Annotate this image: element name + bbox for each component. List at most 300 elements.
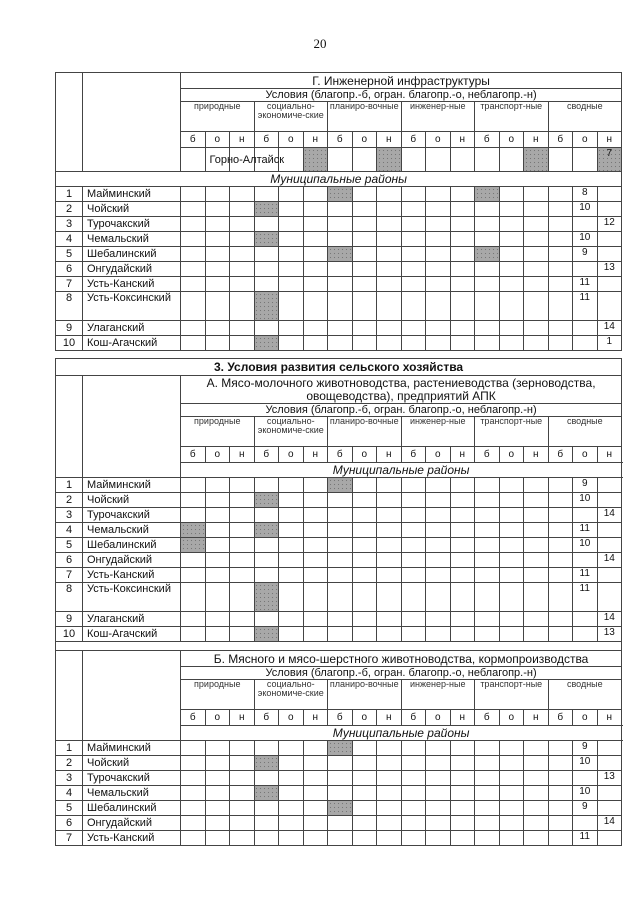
table-row xyxy=(56,232,622,247)
cell xyxy=(328,292,353,321)
cell xyxy=(450,627,475,642)
cell xyxy=(205,816,230,831)
row-number: 6 xyxy=(56,262,83,277)
district-name: Усть-Коксинский xyxy=(83,292,181,321)
district-name: Майминский xyxy=(83,478,181,493)
cell xyxy=(524,771,549,786)
cell xyxy=(303,831,328,846)
cell xyxy=(524,612,549,627)
cell xyxy=(205,583,230,612)
cell xyxy=(524,568,549,583)
cell xyxy=(181,202,206,217)
bon-header: н xyxy=(303,132,328,148)
cell xyxy=(426,741,451,756)
bon-header: о xyxy=(205,710,230,726)
cell xyxy=(573,508,598,523)
cell xyxy=(303,627,328,642)
cell xyxy=(475,612,500,627)
cell xyxy=(303,262,328,277)
bon-header: б xyxy=(254,132,279,148)
cell xyxy=(303,538,328,553)
cell xyxy=(377,831,402,846)
cell xyxy=(279,553,304,568)
cell xyxy=(181,756,206,771)
cell xyxy=(597,801,622,816)
rating-value: 10 xyxy=(573,232,598,247)
bon-header: б xyxy=(401,132,426,148)
num-header xyxy=(56,376,83,478)
cell xyxy=(181,336,206,351)
cell xyxy=(450,756,475,771)
cell xyxy=(450,493,475,508)
cell xyxy=(377,232,402,247)
category-header: планиро-вочные xyxy=(328,417,402,447)
cell xyxy=(401,612,426,627)
category-header: сводные xyxy=(548,417,622,447)
cell xyxy=(499,202,524,217)
num-header xyxy=(56,651,83,741)
cell xyxy=(181,568,206,583)
cell xyxy=(205,741,230,756)
rating-value: 9 xyxy=(573,478,598,493)
cell xyxy=(328,277,353,292)
cell xyxy=(279,508,304,523)
cell xyxy=(499,247,524,262)
rating-value: 9 xyxy=(573,741,598,756)
cell xyxy=(230,247,255,262)
cell xyxy=(548,523,573,538)
cell xyxy=(254,247,279,262)
cell xyxy=(279,771,304,786)
page-number: 20 xyxy=(313,36,327,51)
category-header: природные xyxy=(181,102,255,132)
cell xyxy=(279,277,304,292)
cell xyxy=(230,217,255,232)
cell xyxy=(230,232,255,247)
district-name: Турочакский xyxy=(83,771,181,786)
cell xyxy=(328,202,353,217)
city-num xyxy=(181,148,206,172)
table-row xyxy=(56,493,622,508)
cell xyxy=(181,771,206,786)
shaded-cell xyxy=(254,627,279,642)
bon-header: н xyxy=(230,710,255,726)
cell xyxy=(597,277,622,292)
cell xyxy=(426,627,451,642)
cell xyxy=(377,202,402,217)
cell xyxy=(499,771,524,786)
cell xyxy=(230,277,255,292)
district-name: Усть-Канский xyxy=(83,277,181,292)
rating-value: 14 xyxy=(597,612,622,627)
rating-value: 11 xyxy=(573,831,598,846)
shaded-cell xyxy=(181,523,206,538)
cell xyxy=(230,801,255,816)
cell xyxy=(524,336,549,351)
cell xyxy=(352,277,377,292)
cell xyxy=(450,786,475,801)
cell xyxy=(401,816,426,831)
row-number: 7 xyxy=(56,568,83,583)
cell xyxy=(401,508,426,523)
category-header: планиро-вочные xyxy=(328,680,402,710)
cell xyxy=(303,478,328,493)
cell xyxy=(475,508,500,523)
table-row xyxy=(56,336,622,351)
cell xyxy=(377,771,402,786)
cell xyxy=(548,756,573,771)
cell xyxy=(597,538,622,553)
cell xyxy=(230,478,255,493)
cell xyxy=(328,756,353,771)
cell xyxy=(205,538,230,553)
cell xyxy=(205,247,230,262)
cell xyxy=(548,627,573,642)
cell xyxy=(548,493,573,508)
cell xyxy=(597,583,622,612)
cell xyxy=(230,187,255,202)
cell xyxy=(401,478,426,493)
cell xyxy=(377,336,402,351)
cell xyxy=(548,508,573,523)
cell xyxy=(573,612,598,627)
cell xyxy=(426,553,451,568)
rating-value: 14 xyxy=(597,508,622,523)
cell xyxy=(205,217,230,232)
cell xyxy=(450,816,475,831)
bon-header: н xyxy=(597,447,622,463)
cell xyxy=(548,277,573,292)
cell xyxy=(352,187,377,202)
bon-header: н xyxy=(303,447,328,463)
cell xyxy=(426,538,451,553)
cell xyxy=(279,478,304,493)
cell xyxy=(181,553,206,568)
row-number: 7 xyxy=(56,831,83,846)
cell xyxy=(303,292,328,321)
cell xyxy=(352,508,377,523)
cell xyxy=(475,583,500,612)
district-name: Улаганский xyxy=(83,321,181,336)
cell xyxy=(303,568,328,583)
cell xyxy=(377,553,402,568)
cell xyxy=(254,553,279,568)
cell xyxy=(475,336,500,351)
cell xyxy=(303,187,328,202)
bon-header: б xyxy=(181,132,206,148)
cell xyxy=(426,292,451,321)
cell xyxy=(352,627,377,642)
cell xyxy=(548,583,573,612)
district-name: Майминский xyxy=(83,187,181,202)
cell xyxy=(181,217,206,232)
category-header: транспорт-ные xyxy=(475,417,549,447)
bon-header: о xyxy=(573,710,598,726)
conditions-label: Условия (благопр.-б, огран. благопр.-о, неблагопр.-н) xyxy=(181,89,622,102)
cell xyxy=(401,831,426,846)
shaded-cell xyxy=(328,801,353,816)
cell xyxy=(524,508,549,523)
cell xyxy=(475,148,500,172)
shaded-cell xyxy=(475,187,500,202)
table-row xyxy=(56,831,622,846)
cell xyxy=(352,538,377,553)
cell xyxy=(230,741,255,756)
cell xyxy=(426,478,451,493)
rating-value: 9 xyxy=(573,801,598,816)
category-header: сводные xyxy=(548,102,622,132)
bon-header: о xyxy=(499,710,524,726)
cell xyxy=(205,262,230,277)
bon-header: н xyxy=(524,710,549,726)
spacer xyxy=(56,642,622,651)
cell xyxy=(499,816,524,831)
section-row xyxy=(56,359,622,376)
cell xyxy=(548,478,573,493)
municipal-districts-label: Муниципальные районы xyxy=(181,726,622,741)
row-number: 4 xyxy=(56,786,83,801)
cell xyxy=(377,262,402,277)
bon-header: б xyxy=(181,447,206,463)
cell xyxy=(230,568,255,583)
cell xyxy=(303,277,328,292)
rating-value: 11 xyxy=(573,292,598,321)
bon-header: б xyxy=(401,447,426,463)
table-row xyxy=(56,321,622,336)
cell xyxy=(597,478,622,493)
cell xyxy=(475,553,500,568)
cell xyxy=(475,538,500,553)
category-header: транспорт-ные xyxy=(475,102,549,132)
cell xyxy=(230,756,255,771)
cell xyxy=(548,771,573,786)
shaded-cell xyxy=(328,741,353,756)
cell xyxy=(450,217,475,232)
cell xyxy=(181,583,206,612)
cell xyxy=(303,493,328,508)
shaded-cell xyxy=(328,187,353,202)
row-number: 1 xyxy=(56,741,83,756)
bon-header: н xyxy=(230,132,255,148)
cell xyxy=(401,786,426,801)
cell xyxy=(181,801,206,816)
cell xyxy=(205,786,230,801)
rating-value: 12 xyxy=(597,217,622,232)
table-row xyxy=(56,478,622,493)
cell xyxy=(303,232,328,247)
shaded-cell xyxy=(524,148,549,172)
cell xyxy=(279,741,304,756)
category-header: природные xyxy=(181,680,255,710)
cell xyxy=(499,523,524,538)
cell xyxy=(352,786,377,801)
district-name: Усть-Канский xyxy=(83,568,181,583)
cell xyxy=(328,523,353,538)
cell xyxy=(450,277,475,292)
name-header xyxy=(83,651,181,741)
cell xyxy=(377,801,402,816)
cell xyxy=(524,831,549,846)
cell xyxy=(328,336,353,351)
district-name: Шебалинский xyxy=(83,247,181,262)
cell xyxy=(573,627,598,642)
cell xyxy=(573,816,598,831)
table-row xyxy=(56,786,622,801)
cell xyxy=(450,232,475,247)
rating-value: 1 xyxy=(597,336,622,351)
cell xyxy=(303,523,328,538)
cell xyxy=(450,568,475,583)
title-row xyxy=(56,376,622,404)
district-name: Чойский xyxy=(83,493,181,508)
cell xyxy=(279,756,304,771)
cell xyxy=(279,493,304,508)
cell xyxy=(450,771,475,786)
district-name: Онгудайский xyxy=(83,553,181,568)
row-number: 2 xyxy=(56,202,83,217)
cell xyxy=(524,292,549,321)
cell xyxy=(352,523,377,538)
cell xyxy=(303,741,328,756)
cell xyxy=(377,612,402,627)
cell xyxy=(328,553,353,568)
cell xyxy=(377,508,402,523)
rating-value: 11 xyxy=(573,277,598,292)
bon-header: б xyxy=(328,710,353,726)
rating-value: 13 xyxy=(597,262,622,277)
bon-header: о xyxy=(426,447,451,463)
cell xyxy=(181,627,206,642)
cell xyxy=(548,262,573,277)
row-number: 10 xyxy=(56,627,83,642)
cell xyxy=(181,247,206,262)
cell xyxy=(352,741,377,756)
rating-value: 9 xyxy=(573,247,598,262)
cell xyxy=(426,771,451,786)
bon-header: н xyxy=(377,132,402,148)
cell xyxy=(426,277,451,292)
bon-header: о xyxy=(426,132,451,148)
cell xyxy=(426,493,451,508)
bon-header: н xyxy=(597,132,622,148)
bon-header: о xyxy=(573,447,598,463)
bon-header: б xyxy=(548,132,573,148)
cell xyxy=(377,741,402,756)
cell xyxy=(597,292,622,321)
cell xyxy=(230,816,255,831)
cell xyxy=(426,262,451,277)
cell xyxy=(401,741,426,756)
cell xyxy=(524,247,549,262)
cell xyxy=(279,336,304,351)
bon-header: о xyxy=(573,132,598,148)
cell xyxy=(279,831,304,846)
cell xyxy=(499,217,524,232)
rating-value: 13 xyxy=(597,771,622,786)
district-name: Чемальский xyxy=(83,523,181,538)
cell xyxy=(230,202,255,217)
shaded-cell xyxy=(254,202,279,217)
bon-header: б xyxy=(254,710,279,726)
cell xyxy=(548,217,573,232)
shaded-cell xyxy=(181,538,206,553)
cell xyxy=(524,217,549,232)
cell xyxy=(548,831,573,846)
cell xyxy=(450,292,475,321)
cell xyxy=(279,247,304,262)
cell xyxy=(254,321,279,336)
bon-header: о xyxy=(279,132,304,148)
bon-header: б xyxy=(548,710,573,726)
bon-header: о xyxy=(352,710,377,726)
agriculture-conditions-table xyxy=(55,358,622,846)
cell xyxy=(524,627,549,642)
cell xyxy=(426,583,451,612)
row-number: 10 xyxy=(56,336,83,351)
cell xyxy=(181,741,206,756)
cell xyxy=(303,217,328,232)
cell xyxy=(230,321,255,336)
municipal-label-row xyxy=(56,172,622,187)
municipal-districts-label: Муниципальные районы xyxy=(181,463,622,478)
cell xyxy=(450,202,475,217)
shaded-cell xyxy=(254,336,279,351)
cell xyxy=(328,508,353,523)
cell xyxy=(279,232,304,247)
row-number: 2 xyxy=(56,493,83,508)
cell xyxy=(328,771,353,786)
cell xyxy=(328,493,353,508)
cell xyxy=(205,187,230,202)
cell xyxy=(450,148,475,172)
cell xyxy=(475,831,500,846)
cell xyxy=(279,217,304,232)
cell xyxy=(524,538,549,553)
cell xyxy=(303,612,328,627)
bon-header: н xyxy=(450,447,475,463)
cell xyxy=(377,321,402,336)
shaded-cell xyxy=(303,148,328,172)
cell xyxy=(205,202,230,217)
cell xyxy=(524,277,549,292)
cell xyxy=(499,262,524,277)
cell xyxy=(230,553,255,568)
cell xyxy=(475,478,500,493)
bon-header: о xyxy=(426,710,451,726)
cell xyxy=(352,292,377,321)
district-name: Чойский xyxy=(83,202,181,217)
cell xyxy=(279,786,304,801)
cell xyxy=(548,568,573,583)
district-name: Чойский xyxy=(83,756,181,771)
cell xyxy=(597,523,622,538)
cell xyxy=(401,553,426,568)
cell xyxy=(352,493,377,508)
cell xyxy=(352,801,377,816)
bon-header: н xyxy=(450,132,475,148)
cell xyxy=(426,247,451,262)
table-row xyxy=(56,568,622,583)
cell xyxy=(475,202,500,217)
bon-header: о xyxy=(499,447,524,463)
cell xyxy=(499,321,524,336)
category-header: социально-экономиче-ские xyxy=(254,102,328,132)
cell xyxy=(401,493,426,508)
cell xyxy=(524,786,549,801)
bon-header: н xyxy=(524,132,549,148)
cell xyxy=(303,786,328,801)
cell xyxy=(450,321,475,336)
